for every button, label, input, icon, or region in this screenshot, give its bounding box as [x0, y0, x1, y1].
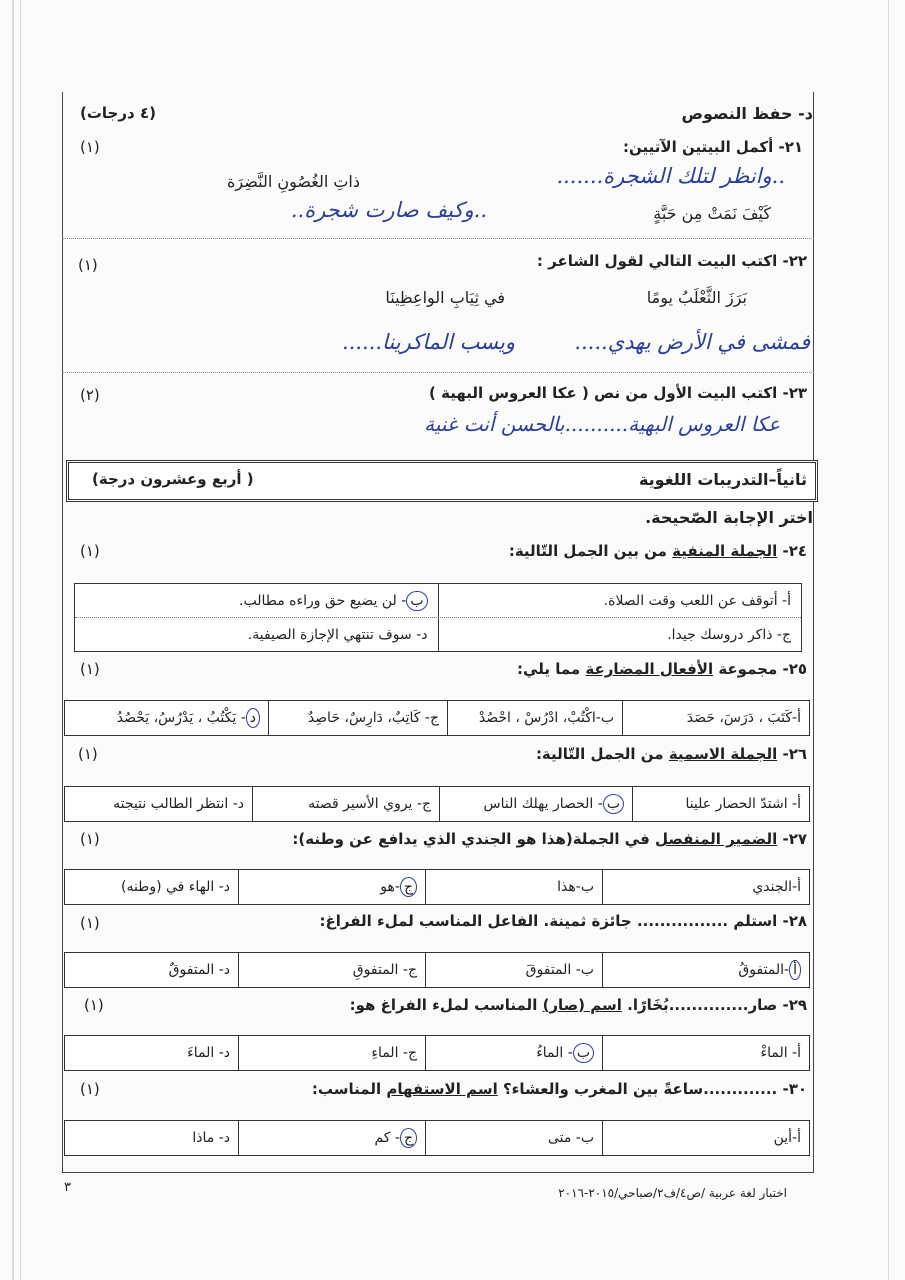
instruction: اختر الإجابة الصّحيحة.: [645, 508, 813, 527]
divider: [62, 372, 814, 373]
q28-options: [64, 952, 810, 988]
q23-mark: (٢): [80, 386, 100, 404]
q22-prompt: ٢٢- اكتب البيت التالي لقول الشاعر :: [536, 252, 807, 270]
q24-option-d[interactable]: د- سوف تنتهي الإجازة الصيفية.: [247, 626, 428, 643]
scan-edge: [12, 0, 14, 1280]
q21-verse-right-2: كَيْفَ نَمَتْ مِن حَبَّةٍ: [653, 204, 771, 223]
q29-mark: (١): [84, 996, 104, 1014]
q26-option-b[interactable]: ب - الحصار يهلك الناس: [439, 787, 632, 821]
q30-option-b[interactable]: ب- متى: [425, 1121, 602, 1155]
q24-mark: (١): [80, 542, 100, 560]
section-2-marks: ( أربع وعشرون درجة): [92, 470, 254, 488]
q23-handwritten-answer: عكا العروس البهية..........بالحسن أنت غنية: [424, 412, 780, 436]
q25-option-d[interactable]: د - يَكْتُبُ ، يَدْرُسُ، يَحْصُدُ: [65, 701, 268, 735]
q28-prompt: ٢٨- استلم ................ جائزة ثمينة. الفاعل المناسب لملء الفراغ:: [319, 912, 807, 930]
q25-options: [64, 700, 810, 736]
q25-option-c[interactable]: ج- كَاتِبٌ، دَارِسٌ، حَاصِدٌ: [268, 701, 447, 735]
q24-prompt: ٢٤- الجملة المنفية من بين الجمل التّالية:: [508, 542, 807, 560]
q22-handwritten-answer-left: ويسب الماكرينا......: [341, 330, 515, 354]
section-d-title: د- حفظ النصوص: [681, 104, 813, 123]
q27-mark: (١): [80, 830, 100, 848]
q30-mark: (١): [80, 1080, 100, 1098]
frame-right-border: [813, 92, 814, 1172]
q28-option-d[interactable]: د- المتفوقٌ: [168, 962, 230, 978]
q29-option-d[interactable]: د- الماءَ: [187, 1045, 230, 1061]
q28-option-b[interactable]: ب- المتفوقَ: [425, 953, 602, 987]
q21-mark: (١): [80, 138, 100, 156]
q21-prompt: ٢١- أكمل البيتين الآتيين:: [623, 138, 803, 156]
q27-option-b[interactable]: ب-هذا: [425, 870, 602, 904]
q30-options: [64, 1120, 810, 1156]
q29-options: [64, 1035, 810, 1071]
frame-bottom-border: [62, 1172, 814, 1173]
q25-option-a[interactable]: أ-كَتَبَ ، دَرَسَ، حَصَدَ: [622, 701, 809, 735]
footer-exam-info: اختبار لغة عربية /ص٤/ف٢/صباحي/٢٠١٥-٢٠١٦: [558, 1186, 787, 1200]
q27-options: [64, 869, 810, 905]
q27-option-d[interactable]: د- الهاء في (وطنه): [120, 879, 230, 895]
q22-verse-left: في ثِيَابِ الواعِظِينَا: [385, 288, 505, 307]
divider: [62, 238, 814, 239]
q21-handwritten-answer-2: ..وكيف صارت شجرة..: [290, 198, 487, 222]
q30-prompt: ٣٠- .............ساعةً بين المغرب والعشاء؟ اسم الاستفهام المناسب:: [311, 1080, 807, 1098]
q28-mark: (١): [80, 914, 100, 932]
q22-handwritten-answer-right: فمشى في الأرض يهدي.....: [574, 330, 810, 354]
q30-option-d[interactable]: د- ماذا: [192, 1130, 230, 1146]
q24-option-c[interactable]: ج- ذاكر دروسك جيدا.: [438, 618, 802, 651]
scan-edge: [888, 0, 889, 1280]
q25-mark: (١): [80, 660, 100, 678]
section-2-title: ثانياً–التدريبات اللغوية: [638, 470, 807, 489]
q24-options: [74, 583, 802, 652]
q21-verse-left-1: ذاتِ الغُصُونِ النَّضِرَة: [227, 172, 360, 191]
q30-option-c[interactable]: ج - كم: [238, 1121, 425, 1155]
q25-prompt: ٢٥- مجموعة الأفعال المضارعة مما يلي:: [517, 660, 807, 678]
q22-verse-right: بَرَزَ الثَّعْلَبُ يومًا: [646, 288, 747, 307]
q29-option-c[interactable]: ج- الماءِ: [238, 1036, 425, 1070]
q26-prompt: ٢٦- الجملة الاسمية من الجمل التّالية:: [535, 745, 807, 763]
q27-option-a[interactable]: أ-الجندي: [602, 870, 809, 904]
q26-option-c[interactable]: ج- يروي الأسير قصته: [252, 787, 439, 821]
q27-prompt: ٢٧- الضمير المنفصل في الجملة(هذا هو الجندي الذي يدافع عن وطنه):: [292, 830, 807, 848]
q29-option-b[interactable]: ب - الماءُ: [425, 1036, 602, 1070]
q28-option-a[interactable]: أ -المتفوقُ: [602, 953, 809, 987]
section-d-marks: (٤ درجات): [80, 104, 156, 122]
q26-option-a[interactable]: أ- اشتدّ الحصار علينا: [632, 787, 809, 821]
q22-mark: (١): [78, 256, 98, 274]
q30-option-a[interactable]: أ-أين: [602, 1121, 809, 1155]
q28-option-c[interactable]: ج- المتفوقِ: [238, 953, 425, 987]
q29-option-a[interactable]: أ- الماءْ: [602, 1036, 809, 1070]
q21-handwritten-answer-1: ..وانظر لتلك الشجرة.......: [556, 164, 785, 188]
q24-option-b[interactable]: ب - لن يضيع حق وراءه مطالب.: [75, 584, 438, 617]
q23-prompt: ٢٣- اكتب البيت الأول من نص ( عكا العروس البهية ): [429, 384, 807, 402]
q27-option-c[interactable]: ج -هو: [238, 870, 425, 904]
frame-left-border: [62, 92, 63, 1172]
q25-option-b[interactable]: ب-اكْتُبْ، ادْرُسْ ، احْصُدْ: [447, 701, 622, 735]
q29-prompt: ٢٩- صار..............بُخَارًا. اسم (صار) المناسب لملء الفراغ هو:: [349, 996, 807, 1014]
page-number: ٣: [64, 1180, 71, 1195]
q24-option-a[interactable]: أ- أتوقف عن اللعب وقت الصلاة.: [438, 584, 802, 617]
q26-option-d[interactable]: د- انتظر الطالب نتيجته: [113, 796, 244, 812]
q26-options: [64, 786, 810, 822]
q26-mark: (١): [78, 745, 98, 763]
scan-edge: [20, 0, 21, 1280]
